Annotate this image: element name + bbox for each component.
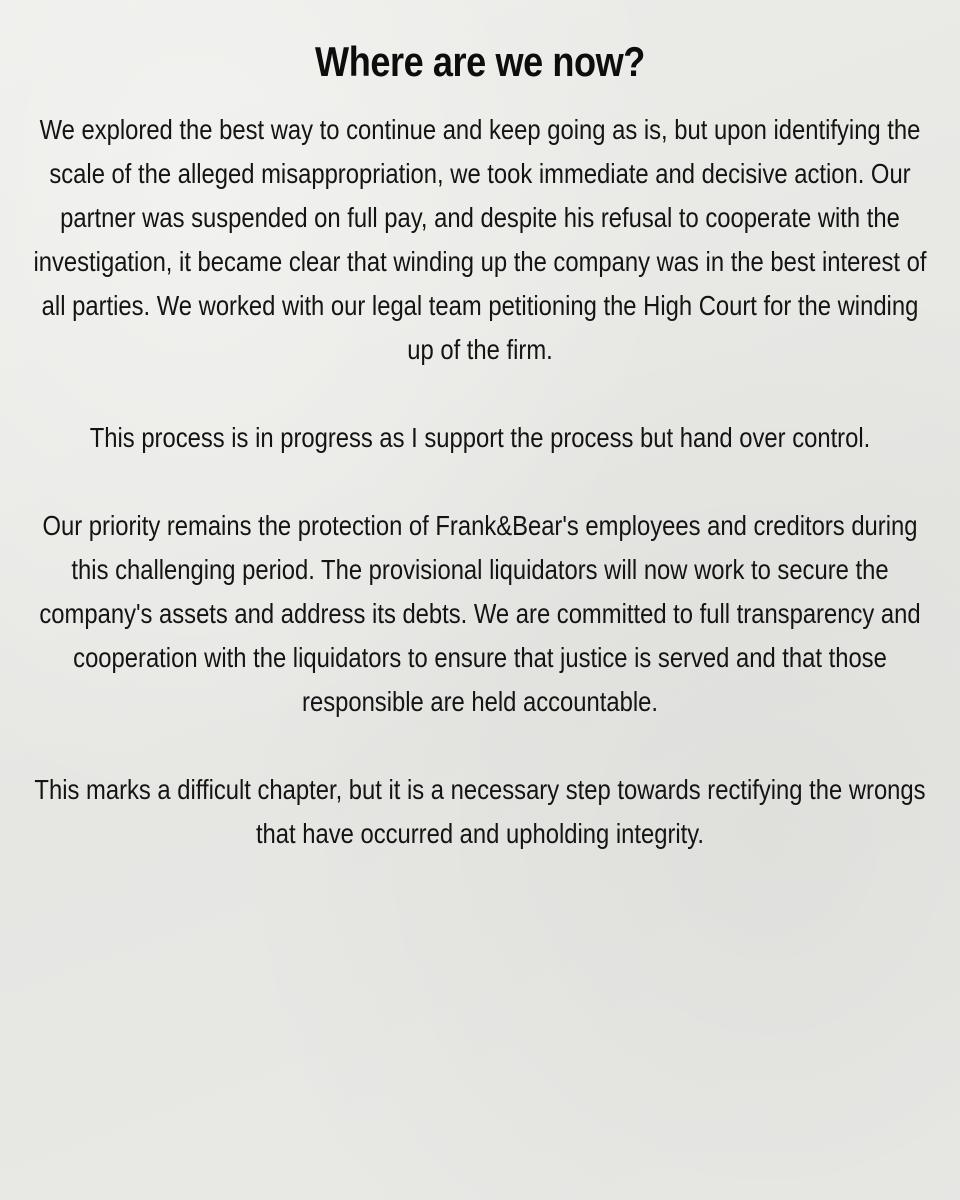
paragraph-2: This process is in progress as I support the process but hand over control.	[89, 422, 871, 453]
body-text	[30, 108, 931, 856]
paragraph-3: Our priority remains the protection of Frank&Bear's employees and creditors during this challenging period. The provisional liquidators will now work to secure the company's assets and address its debts. We are committed to full transparency and cooperation with the liquidators to ensure that justice is served and that those responsible are held accountable.	[39, 510, 921, 717]
title-wrap	[0, 30, 960, 94]
paragraph-4: This marks a difficult chapter, but it is a necessary step towards rectifying the wrongs that have occurred and upholding integrity.	[34, 774, 926, 849]
paragraph-spacer	[30, 460, 931, 504]
page-title: Where are we now?	[315, 38, 645, 85]
paragraph-1: We explored the best way to continue and keep going as is, but upon identifying the scale of the alleged misappropriation, we took immediate and decisive action. Our partner was suspended on full pay, and despite his refusal to cooperate with the investigation, it became clear that winding up the company was in the best interest of all parties. We worked with our legal team petitioning the High Court for the winding up of the firm.	[33, 114, 927, 365]
paragraph-spacer	[30, 724, 931, 768]
paragraph-spacer	[30, 372, 931, 416]
